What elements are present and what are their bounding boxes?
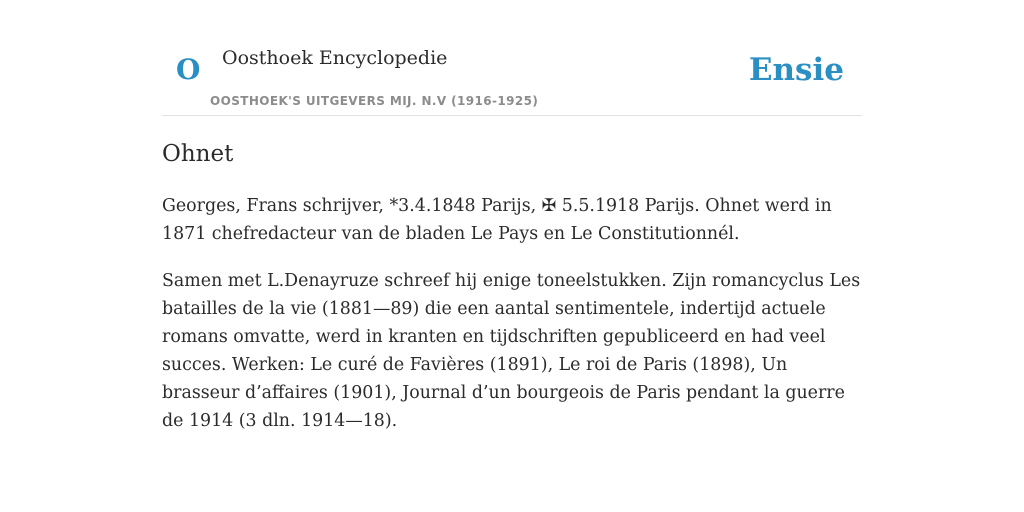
entry-title: Ohnet: [162, 141, 234, 167]
site-title[interactable]: Oosthoek Encyclopedie: [222, 47, 448, 69]
site-header: [162, 36, 862, 116]
entry-paragraph: Samen met L.Denayruze schreef hij enige toneelstukken. Zijn romancyclus Les batailles de la vie (1881—89) die een aantal sentimentele, indertijd actuele romans omvatte, werd in kranten en tijdschriften gepubliceerd en had veel succes. Werken: Le curé de Favières (1891), Le roi de Paris (1898), Un brasseur d’affaires (1901), Journal d’un bourgeois de Paris pendant la guerre de 1914 (3 dln. 1914—18).: [162, 271, 861, 431]
publisher-subtitle: OOSTHOEK'S UITGEVERS MIJ. N.V (1916-1925): [210, 94, 539, 108]
entry-paragraph: Georges, Frans schrijver, *3.4.1848 Parijs, ✠ 5.5.1918 Parijs. Ohnet werd in 1871 chefredacteur van de bladen Le Pays en Le Constitutionnél.: [162, 196, 832, 244]
brand-logo-link[interactable]: Ensie: [748, 52, 844, 88]
entry-content: [162, 192, 862, 454]
site-logo[interactable]: O: [176, 53, 201, 86]
